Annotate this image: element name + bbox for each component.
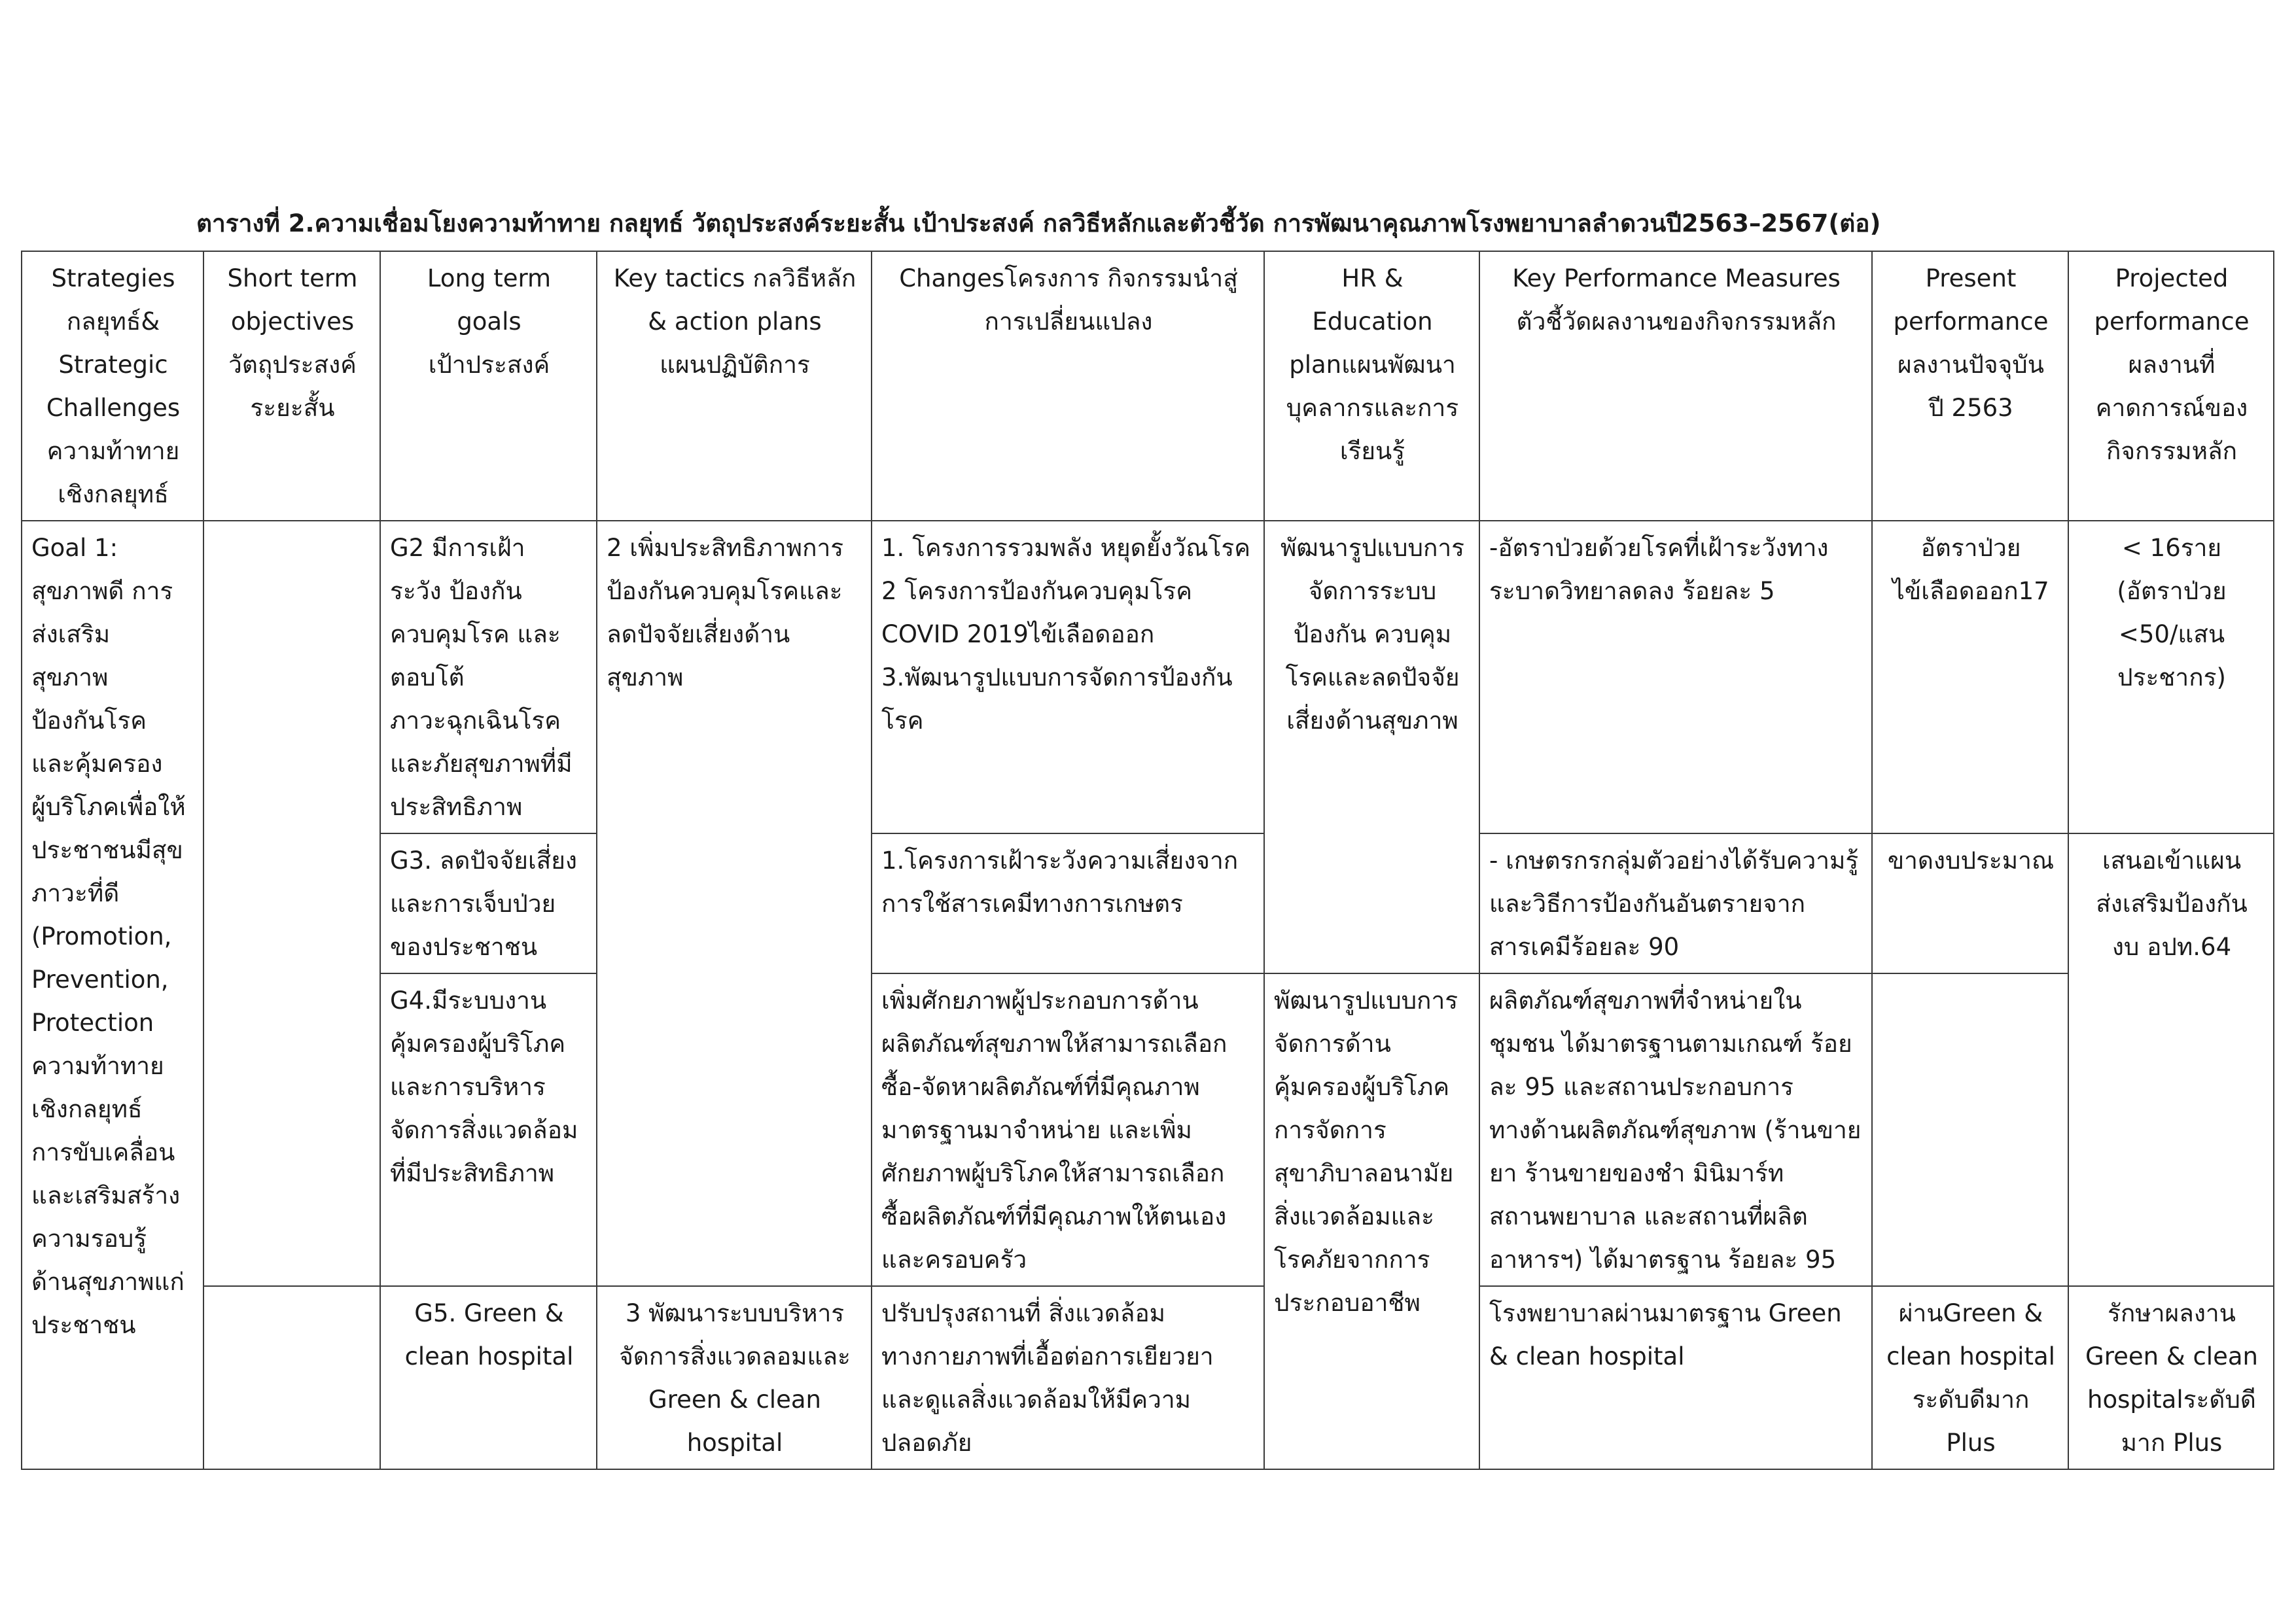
short-term-cell bbox=[203, 1286, 380, 1469]
kpm-cell: - เกษตรกรกลุ่มตัวอย่างได้รับความรู้ และวิธีการป้องกันอันตรายจาก สารเคมีร้อยละ 90 bbox=[1479, 833, 1872, 973]
long-term-cell: G3. ลดปัจจัยเสี่ยง และการเจ็บป่วย ของประชาชน bbox=[380, 833, 597, 973]
changes-cell: 1.โครงการเฝ้าระวังความเสี่ยงจาก การใช้สารเคมีทางการเกษตร bbox=[872, 833, 1264, 973]
page-title: ตารางที่ 2.ความเชื่อมโยงความท้าทาย กลยุทธ์ วัตถุประสงค์ระยะสั้น เป้าประสงค์ กลวิธีหลักและตัวชี้วัด การพัฒนาคุณภาพโรงพยาบาลลำดวนปี2563–2567(ต่อ) bbox=[196, 209, 1881, 237]
changes-cell: เพิ่มศักยภาพผู้ประกอบการด้าน ผลิตภัณฑ์สุขภาพให้สามารถเลือก ซื้อ-จัดหาผลิตภัณฑ์ที่มีคุณภาพ มาตรฐานมาจำหน่าย และเพิ่ม ศักยภาพผู้บริโภคให้สามารถเลือก ซื้อผลิตภัณฑ์ที่มีคุณภาพให้ตนเอง และครอบครัว bbox=[872, 973, 1264, 1286]
short-term-cell bbox=[203, 521, 380, 1286]
header-key-tactics: Key tactics กลวิธีหลัก & action plans แผนปฏิบัติการ bbox=[597, 251, 872, 521]
header-present: Present performance ผลงานปัจจุบัน ปี 2563 bbox=[1872, 251, 2068, 521]
projected-cell: < 16ราย (อัตราป่วย <50/แสน ประชากร) bbox=[2068, 521, 2274, 833]
header-projected: Projected performance ผลงานที่ คาดการณ์ของ กิจกรรมหลัก bbox=[2068, 251, 2274, 521]
long-term-cell: G5. Green & clean hospital bbox=[380, 1286, 597, 1469]
kpm-cell: -อัตราป่วยด้วยโรคที่เฝ้าระวังทาง ระบาดวิทยาลดลง ร้อยละ 5 bbox=[1479, 521, 1872, 833]
key-tactics-cell: 3 พัฒนาระบบบริหาร จัดการสิ่งแวดลอมและ Green & clean hospital bbox=[597, 1286, 872, 1469]
header-short-term: Short term objectives วัตถุประสงค์ ระยะสั้น bbox=[203, 251, 380, 521]
long-term-cell: G4.มีระบบงาน คุ้มครองผู้บริโภค และการบริหาร จัดการสิ่งแวดล้อม ที่มีประสิทธิภาพ bbox=[380, 973, 597, 1286]
header-long-term: Long term goals เป้าประสงค์ bbox=[380, 251, 597, 521]
key-tactics-cell: 2 เพิ่มประสิทธิภาพการ ป้องกันควบคุมโรคและ ลดปัจจัยเสี่ยงด้าน สุขภาพ bbox=[597, 521, 872, 1286]
projected-cell: รักษาผลงาน Green & clean hospitalระดับดี มาก Plus bbox=[2068, 1286, 2274, 1469]
strategy-table bbox=[21, 251, 2274, 1470]
present-cell: ผ่านGreen & clean hospital ระดับดีมาก Plus bbox=[1872, 1286, 2068, 1469]
changes-cell: ปรับปรุงสถานที่ สิ่งแวดล้อม ทางกายภาพที่เอื้อต่อการเยียวยา และดูแลสิ่งแวดล้อมให้มีความ ปลอดภัย bbox=[872, 1286, 1264, 1469]
kpm-cell: ผลิตภัณฑ์สุขภาพที่จำหน่ายใน ชุมชน ได้มาตรฐานตามเกณฑ์ ร้อย ละ 95 และสถานประกอบการ ทางด้านผลิตภัณฑ์สุขภาพ (ร้านขาย ยา ร้านขายของชำ มินิมาร์ท สถานพยาบาล และสถานที่ผลิต อาหารฯ) ได้มาตรฐาน ร้อยละ 95 bbox=[1479, 973, 1872, 1286]
present-cell bbox=[1872, 973, 2068, 1286]
table-row bbox=[22, 521, 2274, 833]
hr-cell: พัฒนารูปแบบการ จัดการด้าน คุ้มครองผู้บริโภค การจัดการ สุขาภิบาลอนามัย สิ่งแวดล้อมและ โรคภัยจากการ ประกอบอาชีพ bbox=[1264, 973, 1479, 1469]
hr-cell: พัฒนารูปแบบการ จัดการระบบ ป้องกัน ควบคุม โรคและลดปัจจัย เสี่ยงด้านสุขภาพ bbox=[1264, 521, 1479, 973]
header-strategies: Strategies กลยุทธ์& Strategic Challenges ความท้าทาย เชิงกลยุทธ์ bbox=[22, 251, 203, 521]
header-hr: HR & Education planแผนพัฒนา บุคลากรและการ เรียนรู้ bbox=[1264, 251, 1479, 521]
changes-cell: 1. โครงการรวมพลัง หยุดยั้งวัณโรค 2 โครงการป้องกันควบคุมโรค COVID 2019ไข้เลือดออก 3.พัฒนารูปแบบการจัดการป้องกัน โรค bbox=[872, 521, 1264, 833]
table-row bbox=[22, 1286, 2274, 1469]
present-cell: ขาดงบประมาณ bbox=[1872, 833, 2068, 973]
present-cell: อัตราป่วย ไข้เลือดออก17 bbox=[1872, 521, 2068, 833]
header-kpm: Key Performance Measures ตัวชี้วัดผลงานของกิจกรรมหลัก bbox=[1479, 251, 1872, 521]
kpm-cell: โรงพยาบาลผ่านมาตรฐาน Green & clean hospital bbox=[1479, 1286, 1872, 1469]
goal-cell: Goal 1: สุขภาพดี การ ส่งเสริม สุขภาพ ป้องกันโรค และคุ้มครอง ผู้บริโภคเพื่อให้ ประชาชนมีสุข ภาวะที่ดี (Promotion, Prevention, Protection ความท้าทาย เชิงกลยุทธ์ การขับเคลื่อน และเสริมสร้าง ความรอบรู้ ด้านสุขภาพแก่ ประชาชน bbox=[22, 521, 203, 1469]
projected-cell: เสนอเข้าแผน ส่งเสริมป้องกัน งบ อปท.64 bbox=[2068, 833, 2274, 1286]
long-term-cell: G2 มีการเฝ้า ระวัง ป้องกัน ควบคุมโรค และ ตอบโต้ ภาวะฉุกเฉินโรค และภัยสุขภาพที่มี ประสิทธิภาพ bbox=[380, 521, 597, 833]
header-row bbox=[22, 251, 2274, 521]
header-changes: Changesโครงการ กิจกรรมนำสู่ การเปลี่ยนแปลง bbox=[872, 251, 1264, 521]
